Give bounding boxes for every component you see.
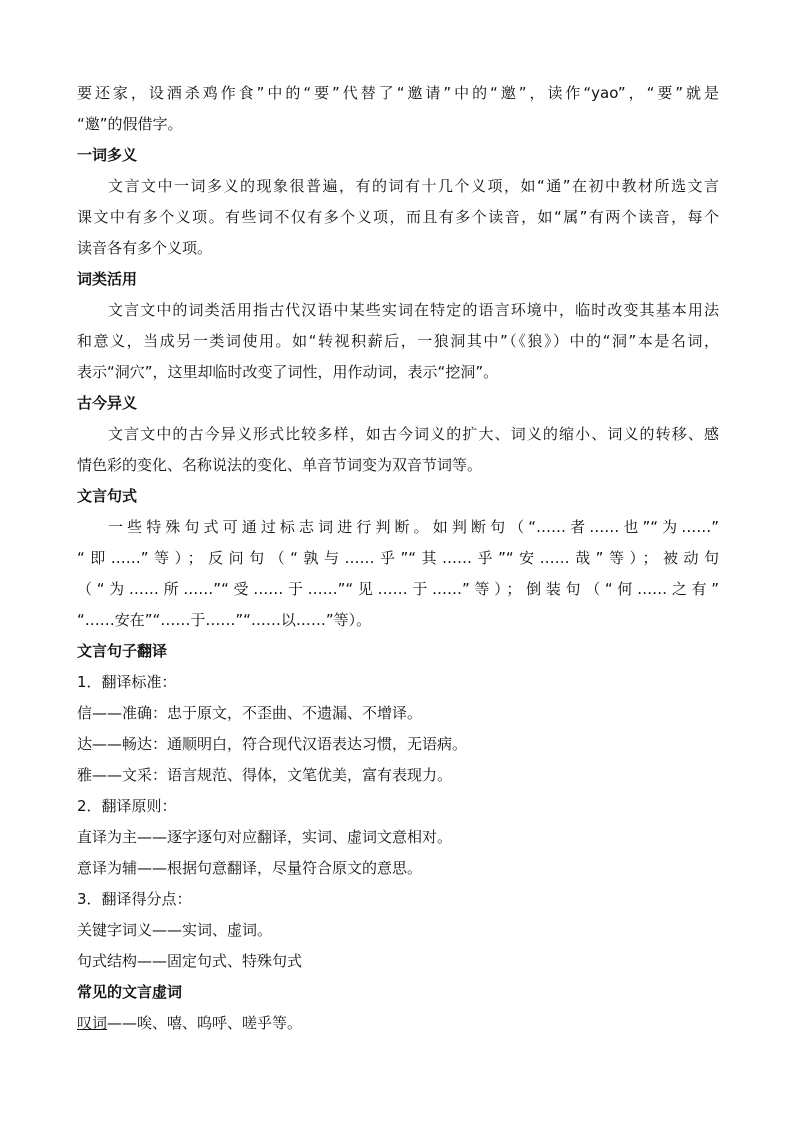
paragraph-line: （“为……所……”“受……于……”“见……于……”等）；倒装句（“何……之有” [77, 580, 719, 598]
paragraph-line: 要还家，设酒杀鸡作食”中的“要”代替了“邀请”中的“邀”，读作“yao”，“要”就是 [77, 84, 719, 102]
section-heading-polysemy: 一词多义 [77, 146, 138, 164]
list-item: 雅——文采：语言规范、得体，文笔优美，富有表现力。 [77, 766, 453, 784]
list-item [77, 1013, 719, 1033]
paragraph-line: 表示“洞穴”，这里却临时改变了词性，用作动词，表示“挖洞”。 [77, 363, 499, 381]
paragraph-line: 文言文中的词类活用指古代汉语中某些实词在特定的语言环境中，临时改变其基本用法 [108, 301, 719, 319]
section-heading-function-words: 常见的文言虚词 [77, 983, 183, 1001]
section-heading-translation: 文言句子翻译 [77, 642, 168, 660]
list-item: 达——畅达：通顺明白，符合现代汉语表达习惯，无语病。 [77, 735, 468, 753]
paragraph-line: “……安在”“……于……”“……以……”等）。 [77, 611, 372, 629]
section-heading-sentence-patterns: 文言句式 [77, 487, 138, 505]
paragraph-line: “邀”的假借字。 [77, 115, 183, 133]
list-item: 信——准确：忠于原文，不歪曲、不遗漏、不增译。 [77, 704, 423, 722]
list-item: 1．翻译标准： [77, 673, 177, 691]
paragraph-line: 一些特殊句式可通过标志词进行判断。如判断句（“……者……也”“为……” [108, 518, 719, 536]
section-heading-word-class: 词类活用 [77, 270, 138, 288]
paragraph-line: 课文中有多个义项。有些词不仅有多个义项，而且有多个读音，如“属”有两个读音，每个 [77, 208, 719, 226]
term-examples: ——唉、嘻、呜呼、嗟乎等。 [107, 1014, 303, 1032]
section-heading-ancient-modern: 古今异义 [77, 394, 138, 412]
paragraph-line: 读音各有多个义项。 [77, 239, 213, 257]
paragraph-line: 文言文中的古今异义形式比较多样，如古今词义的扩大、词义的缩小、词义的转移、感 [108, 425, 719, 443]
paragraph-line: 文言文中一词多义的现象很普遍，有的词有十几个义项，如“通”在初中教材所选文言 [108, 177, 719, 195]
paragraph-line: “即……”等）；反问句（“孰与……乎”“其……乎”“安……哉”等）；被动句 [77, 549, 719, 567]
underlined-term: 叹词 [77, 1014, 108, 1032]
list-item: 2．翻译原则： [77, 797, 177, 815]
list-item: 直译为主——逐字逐句对应翻译，实词、虚词文意相对。 [77, 828, 453, 846]
paragraph-line: 情色彩的变化、名称说法的变化、单音节词变为双音节词等。 [77, 456, 483, 474]
list-item: 句式结构——固定句式、特殊句式 [77, 952, 303, 970]
paragraph-line: 和意义，当成另一类词使用。如“转视积薪后，一狼洞其中”（《狼》）中的“洞”本是名词， [77, 332, 719, 350]
list-item: 关键字词义——实词、虚词。 [77, 921, 273, 939]
list-item: 3．翻译得分点： [77, 890, 192, 908]
list-item: 意译为辅——根据句意翻译，尽量符合原文的意思。 [77, 859, 423, 877]
